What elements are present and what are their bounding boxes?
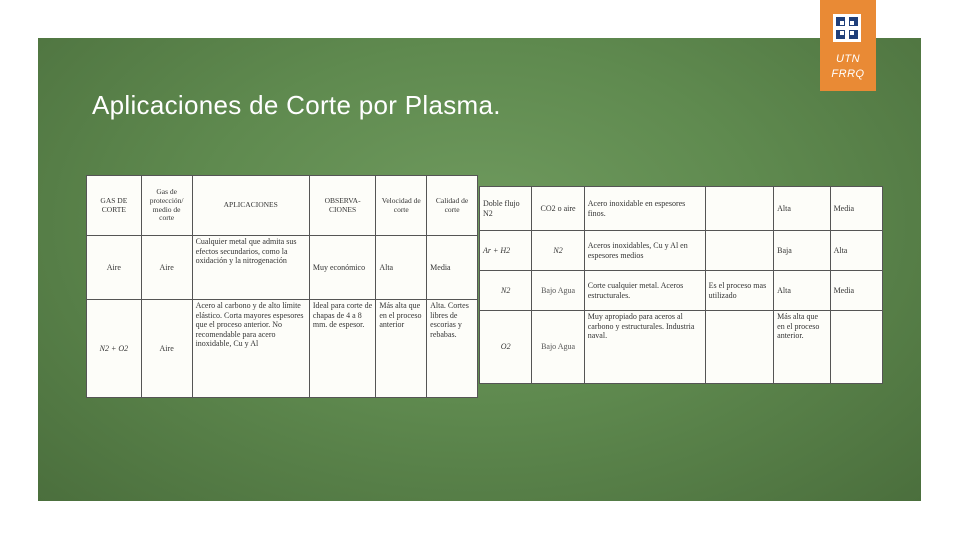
table-cell: O2 bbox=[480, 311, 532, 384]
logo-line-2: FRRQ bbox=[831, 68, 865, 80]
table-row bbox=[480, 271, 883, 311]
logo-line-1: UTN bbox=[835, 53, 861, 65]
table-2 bbox=[479, 186, 883, 384]
table-row bbox=[480, 187, 883, 231]
header-cell: OBSERVA-CIONES bbox=[309, 176, 375, 236]
table-cell: Alta bbox=[830, 231, 882, 271]
table-header-row bbox=[87, 176, 478, 236]
table-cell: Alta. Cortes libres de escorias y rebabas. bbox=[427, 300, 478, 398]
table-cell: Es el proceso mas utilizado bbox=[705, 271, 774, 311]
table-cell: N2 bbox=[480, 271, 532, 311]
table-cell: Doble flujo N2 bbox=[480, 187, 532, 231]
table-cell: Ideal para corte de chapas de 4 a 8 mm. de espesor. bbox=[309, 300, 375, 398]
table-cell: N2 bbox=[532, 231, 584, 271]
table-row bbox=[480, 231, 883, 271]
table-cell: Muy económico bbox=[309, 236, 375, 300]
plasma-table-left bbox=[86, 175, 478, 398]
table-1 bbox=[86, 175, 478, 398]
slide-title: Aplicaciones de Corte por Plasma. bbox=[92, 90, 501, 120]
header-cell: GAS DE CORTE bbox=[87, 176, 142, 236]
table-cell: Más alta que en el proceso anterior bbox=[376, 300, 427, 398]
utn-emblem-icon bbox=[833, 14, 861, 42]
table-cell: Bajo Agua bbox=[532, 271, 584, 311]
table-cell: Alta bbox=[376, 236, 427, 300]
header-cell: APLICACIONES bbox=[192, 176, 309, 236]
table-cell: Media bbox=[830, 187, 882, 231]
table-cell: CO2 o aire bbox=[532, 187, 584, 231]
header-cell: Velocidad de corte bbox=[376, 176, 427, 236]
table-cell: Cualquier metal que admita sus efectos secundarios, como la oxidación y la nitrogenación bbox=[192, 236, 309, 300]
table-cell: Media bbox=[427, 236, 478, 300]
table-cell: Baja bbox=[774, 231, 830, 271]
header-cell: Gas de protección/ medio de corte bbox=[141, 176, 192, 236]
table-cell: Aire bbox=[141, 300, 192, 398]
table-cell bbox=[705, 187, 774, 231]
table-cell: Aire bbox=[87, 236, 142, 300]
table-cell: Media bbox=[830, 271, 882, 311]
table-cell: Bajo Agua bbox=[532, 311, 584, 384]
table-cell bbox=[830, 311, 882, 384]
table-cell: N2 + O2 bbox=[87, 300, 142, 398]
table-row bbox=[480, 311, 883, 384]
table-cell bbox=[705, 231, 774, 271]
table-cell: Alta bbox=[774, 271, 830, 311]
table-cell: Aire bbox=[141, 236, 192, 300]
table-row bbox=[87, 300, 478, 398]
table-cell: Muy apropiado para aceros al carbono y estructurales. Industria naval. bbox=[584, 311, 705, 384]
header-cell: Calidad de corte bbox=[427, 176, 478, 236]
table-cell: Alta bbox=[774, 187, 830, 231]
table-cell bbox=[705, 311, 774, 384]
table-cell: Aceros inoxidables, Cu y Al en espesores medios bbox=[584, 231, 705, 271]
table-cell: Más alta que en el proceso anterior. bbox=[774, 311, 830, 384]
table-cell: Acero inoxidable en espesores finos. bbox=[584, 187, 705, 231]
table-cell: Corte cualquier metal. Aceros estructurales. bbox=[584, 271, 705, 311]
table-cell: Ar + H2 bbox=[480, 231, 532, 271]
table-cell: Acero al carbono y de alto límite elástico. Corta mayores espesores que el proceso anterior. No recomendable para acero inoxidable, Cu y Al bbox=[192, 300, 309, 398]
utn-logo bbox=[820, 0, 876, 91]
table-row bbox=[87, 236, 478, 300]
plasma-table-right bbox=[479, 186, 883, 384]
